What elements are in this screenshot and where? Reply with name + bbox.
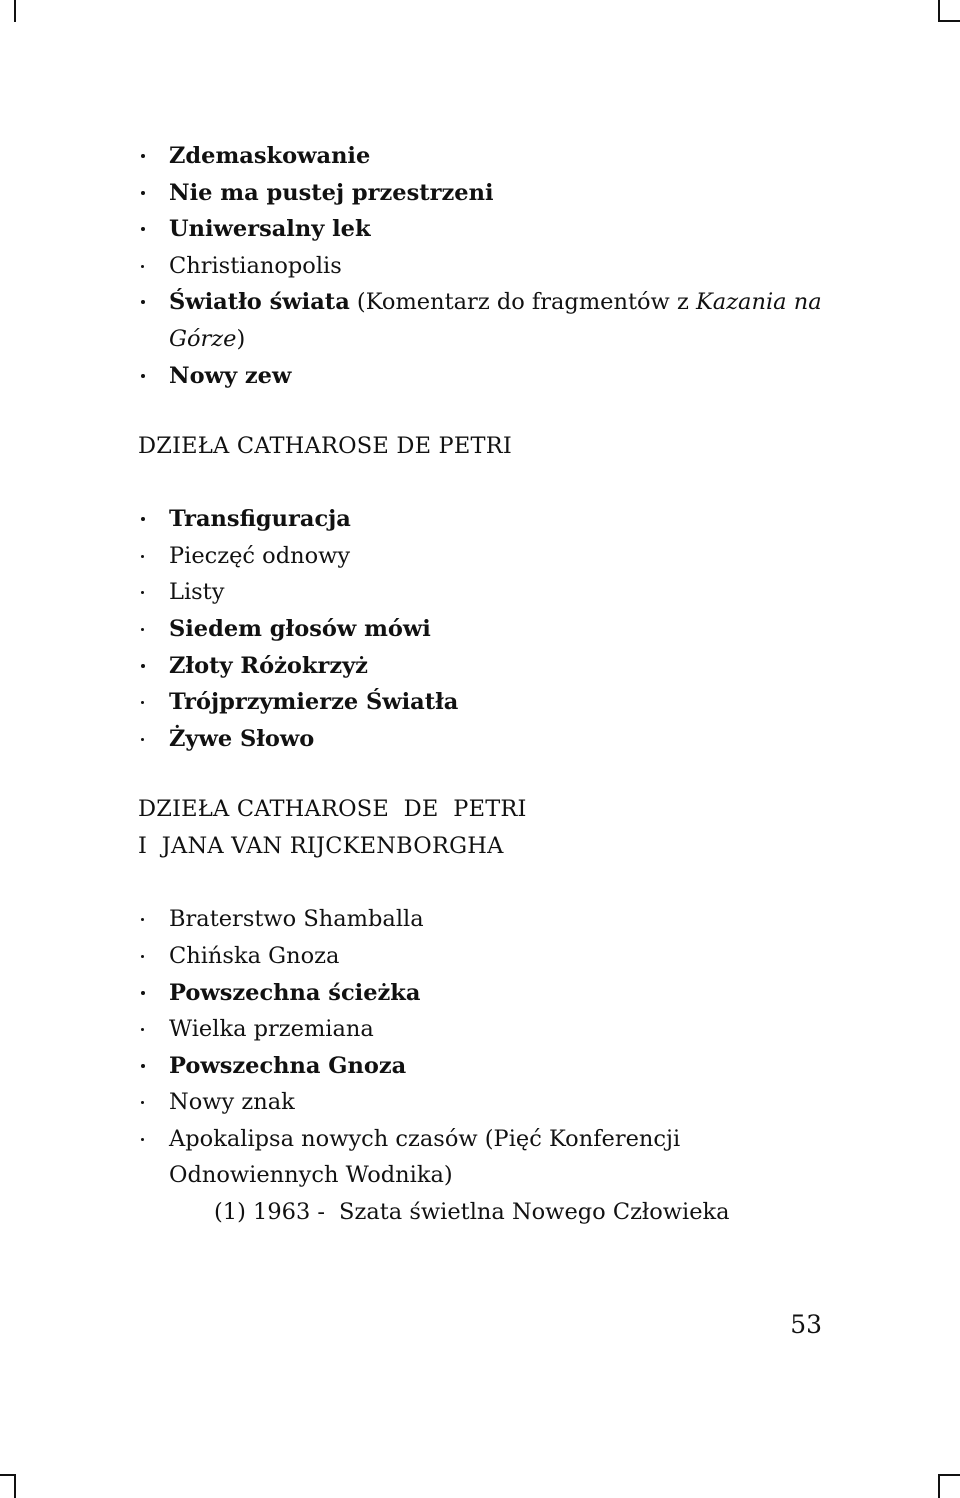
book-list-2: [138, 501, 838, 757]
list-item: Powszechna Gnoza: [169, 1052, 407, 1079]
book-list-1: [138, 138, 838, 394]
list-item: Siedem głosów mówi: [169, 615, 431, 642]
list-item: Apokalipsa nowych czasów (Pięć Konferencji Odnowiennych Wodnika): [169, 1125, 681, 1189]
list-item: Nowy zew: [169, 362, 292, 389]
section-heading-joint: [138, 791, 838, 865]
list-item: Złoty Różokrzyż: [169, 652, 368, 679]
list-item: Wielka przemiana: [169, 1016, 374, 1043]
list-item: Nowy znak: [169, 1089, 295, 1116]
item-title: Światło świata: [169, 289, 350, 316]
list-item: Uniwersalny lek: [169, 216, 371, 243]
list-item: Zdemaskowanie: [169, 143, 371, 169]
crop-mark-bottom-right-h: [938, 1474, 960, 1476]
list-item: Żywe Słowo: [169, 725, 315, 752]
list-item: Powszechna ścieżka: [169, 979, 421, 1006]
crop-mark-top-right-h: [938, 20, 960, 22]
list-item: [138, 284, 838, 357]
book-list-3: [138, 901, 838, 1231]
item-note-close: ): [236, 325, 246, 352]
crop-mark-bottom-right: [938, 1474, 940, 1498]
list-item: Christianopolis: [169, 252, 342, 279]
list-item: Nie ma pustej przestrzeni: [169, 179, 494, 206]
sub-entry: [138, 1194, 838, 1231]
section-heading-line-2: I JANA VAN RIJCKENBORGHA: [138, 833, 504, 860]
list-item: Trójprzymierze Światła: [169, 689, 459, 716]
sub-entry-number: (1) 1963 -: [214, 1199, 326, 1226]
crop-mark-top-left: [14, 0, 16, 22]
list-item: Pieczęć odnowy: [169, 542, 351, 569]
crop-mark-bottom-left: [14, 1474, 16, 1498]
list-item: Braterstwo Shamballa: [169, 906, 424, 933]
sub-entry-title: Szata świetlna Nowego Człowieka: [339, 1199, 730, 1226]
page-number: 53: [790, 1310, 822, 1339]
section-heading-catharose: DZIEŁA CATHAROSE DE PETRI: [138, 433, 512, 460]
list-item: Transfiguracja: [169, 506, 351, 533]
section-heading-line-1: DZIEŁA CATHAROSE DE PETRI: [138, 796, 527, 823]
list-item: Chińska Gnoza: [169, 942, 340, 969]
item-note-italic: Kazania na Górze: [169, 289, 822, 352]
list-item: Listy: [169, 579, 225, 606]
crop-mark-top-right: [938, 0, 940, 22]
page-content: [138, 138, 838, 1231]
crop-mark-bottom-left-h: [0, 1474, 16, 1476]
item-note: (Komentarz do fragmentów z: [349, 289, 696, 316]
